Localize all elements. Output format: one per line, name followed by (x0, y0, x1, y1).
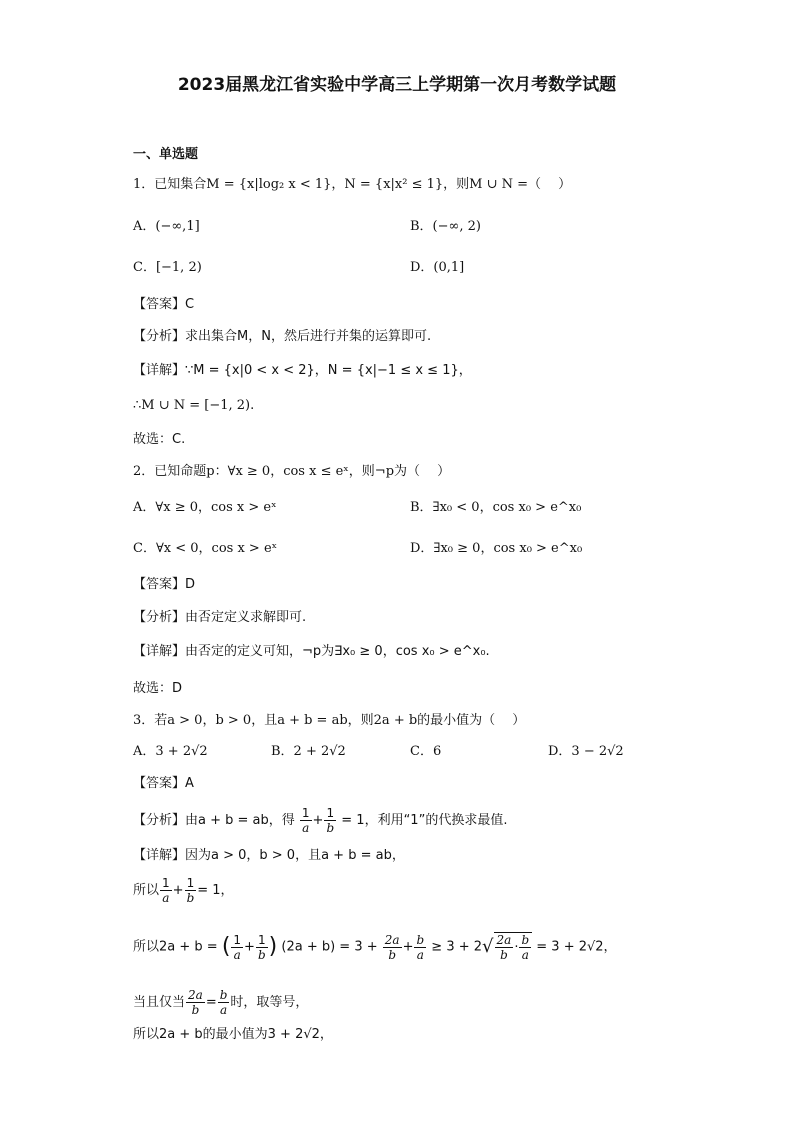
q3-step-4: 所以2a + b的最小值为3 + 2√2， (133, 1027, 333, 1042)
left-paren: ( (221, 934, 231, 959)
q2-choice: 故选：D (133, 681, 183, 696)
right-paren: ) (268, 934, 278, 959)
fraction-1-over-b (185, 876, 197, 905)
question-2-stem: 2．已知命题p：∀x ≥ 0，cos x ≤ eˣ，则¬p为（ ） (133, 464, 451, 479)
q3-option-d: D．3 − 2√2 (548, 744, 624, 759)
q1-option-b: B．(−∞, 2) (410, 219, 481, 234)
numerator: b (416, 932, 425, 947)
fraction-2a-over-b (383, 933, 402, 962)
denominator: b (191, 1003, 200, 1017)
fraction-1-over-b (324, 806, 336, 835)
denominator: a (162, 891, 170, 905)
q3-analysis-suffix: = 1，利用“1”的代换求最值. (341, 813, 508, 828)
denominator: b (388, 947, 396, 962)
denominator: a (521, 948, 529, 962)
numerator: 1 (301, 806, 310, 820)
numerator: 1 (162, 876, 170, 890)
denominator: b (186, 891, 195, 905)
step-2-tail: ≥ 3 + 2 (431, 939, 483, 955)
q3-detail: 【详解】因为a > 0，b > 0，且a + b = ab， (133, 848, 405, 863)
q3-answer: 【答案】A (133, 776, 194, 791)
q3-step-3: 当且仅当 $\frac{2a}{b}$ = $\frac{b}{a}$ 时，取等号， (133, 988, 309, 1017)
q1-answer: 【答案】C (133, 297, 195, 312)
denominator: b (326, 821, 335, 835)
denominator: b (257, 947, 266, 962)
denominator: a (302, 821, 310, 835)
fraction-1-over-b (256, 933, 268, 962)
numerator: 2a (188, 988, 203, 1002)
q3-analysis-prefix: 【分析】由a + b = ab，得 (133, 813, 295, 828)
fraction-1-over-a (160, 876, 172, 905)
denominator: b (500, 948, 508, 962)
numerator: 2a (496, 933, 512, 947)
numerator: b (219, 988, 228, 1002)
fraction-1-over-a (300, 806, 312, 835)
q2-option-a: A．∀x ≥ 0，cos x > eˣ (133, 500, 277, 515)
q1-option-c: C．[−1, 2) (133, 260, 202, 275)
sqrt-sign: √ (482, 936, 494, 957)
q3-option-a: A．3 + 2√2 (133, 744, 208, 759)
fraction-b-over-a (414, 933, 426, 962)
numerator: b (521, 933, 530, 947)
q2-answer: 【答案】D (133, 577, 196, 592)
q1-choice: 故选：C. (133, 432, 186, 447)
fraction-2a-over-b (495, 933, 514, 962)
q3-analysis: 【分析】由a + b = ab，得 $\frac{1}{a}$ + $\frac{1}{b}$ = 1，利用“1”的代换求最值. (133, 806, 508, 835)
q2-option-b: B．∃x₀ < 0，cos x₀ > e^x₀ (410, 500, 582, 515)
q3-option-c: C．6 (410, 744, 442, 759)
denominator: a (416, 947, 424, 962)
q1-detail-1: 【详解】∵M = {x|0 < x < 2}，N = {x|−1 ≤ x ≤ 1}， (133, 363, 472, 378)
numerator: 1 (256, 933, 268, 948)
denominator: a (219, 1003, 228, 1017)
step-1-suffix: = 1， (197, 883, 234, 898)
fraction-2a-over-b (186, 988, 205, 1017)
section-heading: 一、单选题 (133, 147, 199, 162)
sqrt-radicand: $\frac{2a}{b}$ · $\frac{b}{a}$ (494, 932, 533, 962)
numerator: 1 (185, 876, 197, 891)
page-title: 2023届黑龙江省实验中学高三上学期第一次月考数学试题 (177, 75, 617, 95)
q3-step-2: 所以2a + b = ( $\frac{1}{a}$ + $\frac{1}{b}$ ) (2a + b) = 3 + $\frac{2a}{b}$ + $\frac{b}{a}$ ≥ 3 + 2√ $\frac{2a}{b}$ · $\frac{b}{a}$ = 3 + 2√2， (133, 932, 617, 962)
q2-detail: 【详解】由否定的定义可知，¬p为∃x₀ ≥ 0，cos x₀ > e^x₀. (133, 644, 490, 659)
numerator: 1 (233, 932, 242, 947)
numerator: 1 (324, 806, 336, 821)
q2-analysis: 【分析】由否定定义求解即可. (133, 610, 307, 625)
denominator: a (233, 947, 241, 962)
step-2-prefix: 所以2a + b = (133, 939, 218, 955)
numerator: 2a (384, 932, 400, 947)
q3-option-b: B．2 + 2√2 (271, 744, 346, 759)
step-1-prefix: 所以 (133, 883, 160, 898)
step-2-end: = 3 + 2√2， (536, 939, 617, 955)
question-3-stem: 3．若a > 0，b > 0，且a + b = ab，则2a + b的最小值为（ ） (133, 713, 526, 728)
q1-detail-2: ∴M ∪ N = [−1, 2). (133, 398, 255, 413)
q3-step-1: 所以 $\frac{1}{a}$ + $\frac{1}{b}$ = 1， (133, 876, 234, 905)
q2-option-d: D．∃x₀ ≥ 0，cos x₀ > e^x₀ (410, 541, 583, 556)
fraction-b-over-a (519, 933, 531, 962)
step-2-middle: (2a + b) = 3 + (281, 939, 378, 955)
step-3-prefix: 当且仅当 (133, 995, 186, 1010)
q2-option-c: C．∀x < 0，cos x > eˣ (133, 541, 278, 556)
fraction-1-over-a (231, 933, 243, 962)
q1-option-d: D．(0,1] (410, 260, 465, 275)
step-3-suffix: 时，取等号， (230, 995, 309, 1010)
question-1-stem: 1．已知集合M = {x|log₂ x < 1}，N = {x|x² ≤ 1}，则M ∪ N =（ ） (133, 177, 572, 192)
q1-analysis: 【分析】求出集合M，N，然后进行并集的运算即可. (133, 329, 432, 344)
fraction-b-over-a (218, 988, 230, 1017)
q1-option-a: A．(−∞,1] (133, 219, 200, 234)
